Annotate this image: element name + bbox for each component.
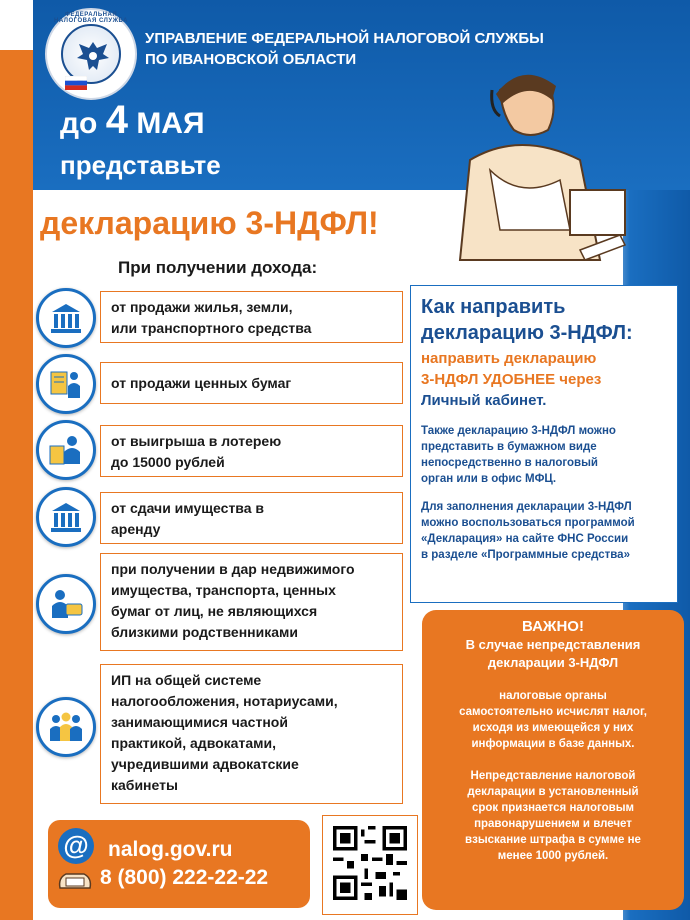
lottery-woman-icon [46,430,86,470]
income-item-text: от продажи жилья, земли, [111,299,293,315]
deadline-line-2: представьте [60,150,221,180]
emblem-text: ФЕДЕРАЛЬНАЯ НАЛОГОВАЯ СЛУЖБА [54,12,128,24]
declaration-title: декларацию 3-НДФЛ! [40,205,379,241]
income-icon-2 [36,354,96,414]
income-item-text: от сдачи имущества в [111,500,265,516]
software-text [421,499,667,563]
phone-icon [56,866,94,896]
income-icon-3 [36,420,96,480]
warning-sub-1: В случае непредставления [465,637,641,652]
income-item-text: при получении в дар недвижимого [111,561,355,577]
how-orange-1: направить декларацию [421,350,597,367]
deadline-month: МАЯ [136,107,205,140]
how-para-line: представить в бумажном виде [421,441,597,453]
person-at-computer-illustration [430,60,630,280]
org-line-2: ПО ИВАНОВСКОЙ ОБЛАСТИ [145,51,357,68]
income-item-text: занимающимися частной [111,714,288,730]
how-para-line: непосредственно в налоговый [421,457,598,469]
how-orange-2: 3-НДФЛ УДОБНЕЕ через [421,371,602,388]
warning-line: самостоятельно исчислят налог, [459,706,647,718]
government-building-icon [46,497,86,537]
warning-line: срок признается налоговым [471,802,635,814]
orange-side-stripe [0,50,33,920]
income-item-5 [100,553,403,651]
group-people-icon [46,707,86,747]
income-item-text: или транспортного средства [111,320,312,336]
income-icon-4 [36,487,96,547]
income-section-title: При получении дохода: [118,258,318,277]
income-item-text: имущества, транспорта, ценных [111,582,336,598]
income-item-3 [100,425,403,477]
warning-line: менее 1000 рублей. [497,850,609,862]
income-item-text: учредившими адвокатские [111,756,299,772]
flag-icon [65,76,87,90]
deadline-day: 4 [105,98,128,142]
warning-sub-2: декларации 3-НДФЛ [487,655,619,670]
how-title-1: Как направить [421,296,566,318]
income-icon-1 [36,288,96,348]
org-line-1: УПРАВЛЕНИЕ ФЕДЕРАЛЬНОЙ НАЛОГОВОЙ СЛУЖБЫ [145,30,544,47]
fns-emblem [45,8,137,100]
warning-text-2 [432,768,674,864]
warning-line: исходя из имеющейся у них [472,722,634,734]
warning-line: правонарушением и влечет [474,818,632,830]
website-link[interactable]: nalog.gov.ru [108,838,233,861]
income-item-2 [100,362,403,404]
how-para-line: «Декларация» на сайте ФНС России [421,533,629,545]
emblem-seal [61,24,121,84]
income-item-text: налогообложения, нотариусами, [111,693,338,709]
income-item-text: практикой, адвокатами, [111,735,276,751]
eagle-icon [73,38,113,74]
person-card-icon [46,584,86,624]
income-item-text: от выигрыша в лотерею [111,433,282,449]
warning-line: взыскание штрафа в сумме не [465,834,641,846]
email-at-icon: @ [58,828,94,864]
personal-account-text: Личный кабинет. [421,392,547,409]
warning-line: декларации в установленный [467,786,639,798]
income-item-text: от продажи ценных бумаг [111,375,292,391]
warning-text-1 [432,688,674,752]
government-building-icon [46,298,86,338]
qr-code-icon[interactable] [333,826,407,900]
how-para-line: в разделе «Программные средства» [421,549,630,561]
warning-box [422,610,684,910]
income-item-1 [100,291,403,343]
how-para-line: можно воспользоваться программой [421,517,635,529]
warning-line: налоговые органы [499,690,607,702]
deadline-line-1 [60,98,205,143]
how-para-line: Также декларацию 3-НДФЛ можно [421,425,616,437]
income-item-text: аренду [111,521,161,537]
deadline-prefix: до [60,107,98,140]
income-item-text: близкими родственниками [111,624,298,640]
how-title-2: декларацию 3-НДФЛ: [421,322,633,344]
income-item-text: ИП на общей системе [111,672,262,688]
qr-code-frame [322,815,418,915]
phone-number[interactable]: 8 (800) 222-22-22 [100,866,269,889]
income-item-6 [100,664,403,804]
income-item-text: бумаг от лиц, не являющихся [111,603,318,619]
warning-title: ВАЖНО! [522,618,584,635]
income-item-text: до 15000 рублей [111,454,225,470]
income-icon-6 [36,697,96,757]
income-item-4 [100,492,403,544]
warning-line: информации в базе данных. [471,738,635,750]
warning-line: Непредставление налоговой [470,770,636,782]
how-para-line: орган или в офис МФЦ. [421,473,557,485]
how-para-line: Для заполнения декларации 3-НДФЛ [421,501,632,513]
how-to-submit-box [410,285,678,603]
documents-person-icon [46,364,86,404]
paper-submission-text [421,423,667,487]
income-item-text: кабинеты [111,777,178,793]
income-icon-5 [36,574,96,634]
